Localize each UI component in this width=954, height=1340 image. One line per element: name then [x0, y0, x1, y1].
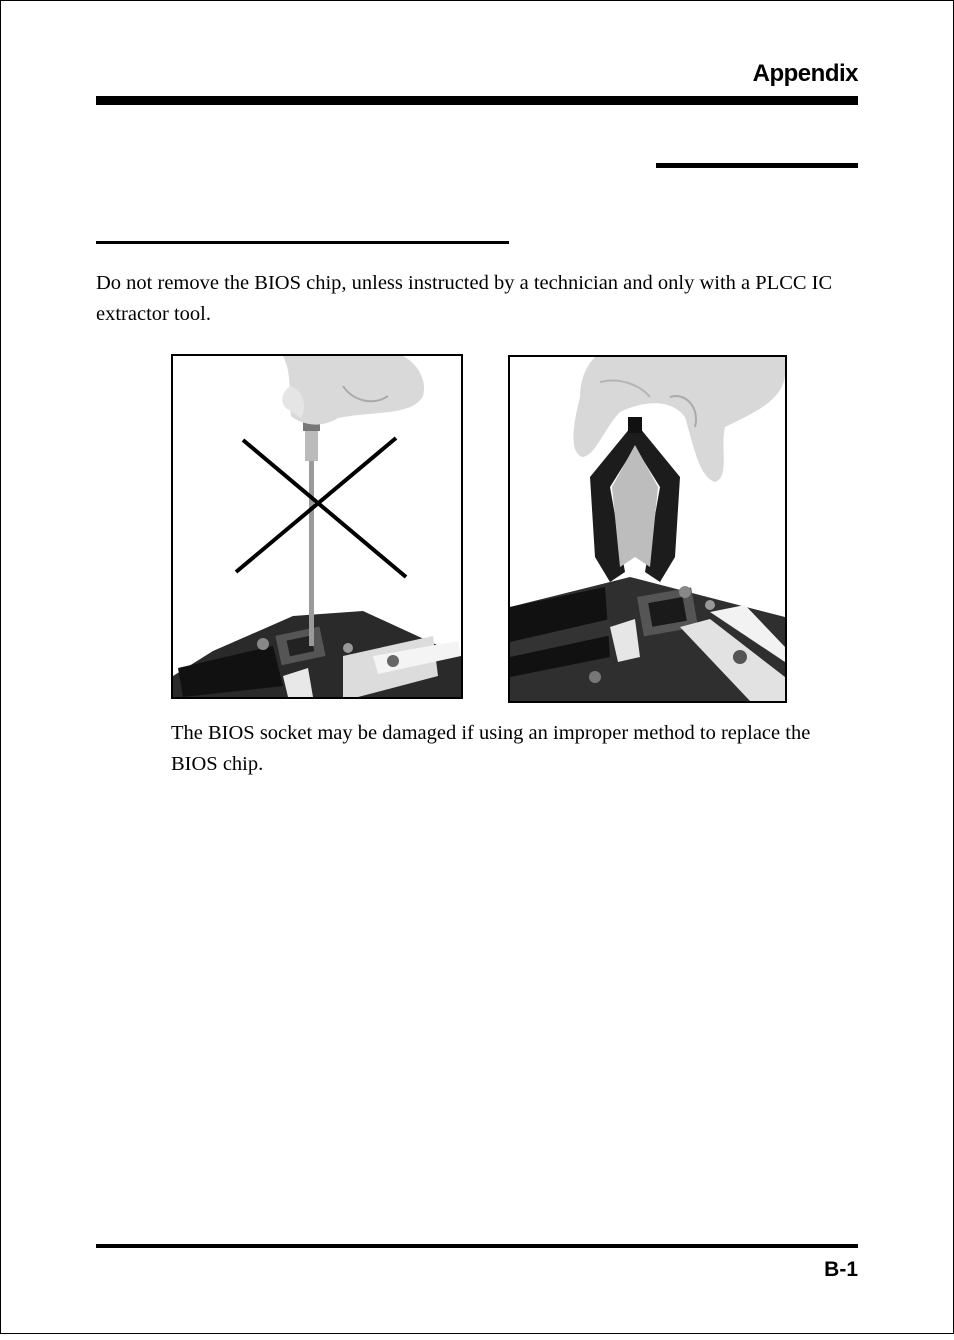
plcc-extractor-illustration [510, 357, 785, 701]
screwdriver-illustration [173, 356, 461, 697]
header-rule [96, 96, 858, 105]
figure-plcc-extractor-correct [508, 355, 787, 703]
figure-caption: The BIOS socket may be damaged if using an improper method to replace the BIOS chip. [171, 722, 811, 775]
page-header-title: Appendix [752, 60, 858, 87]
footer-rule [96, 1244, 858, 1248]
section-rule-left [96, 241, 509, 244]
section-rule-right [656, 163, 858, 168]
figure-screwdriver-incorrect [171, 354, 463, 699]
page-number: B-1 [824, 1258, 858, 1281]
instruction-paragraph: Do not remove the BIOS chip, unless instructed by a technician and only with a PLCC IC extractor tool. [96, 272, 833, 325]
